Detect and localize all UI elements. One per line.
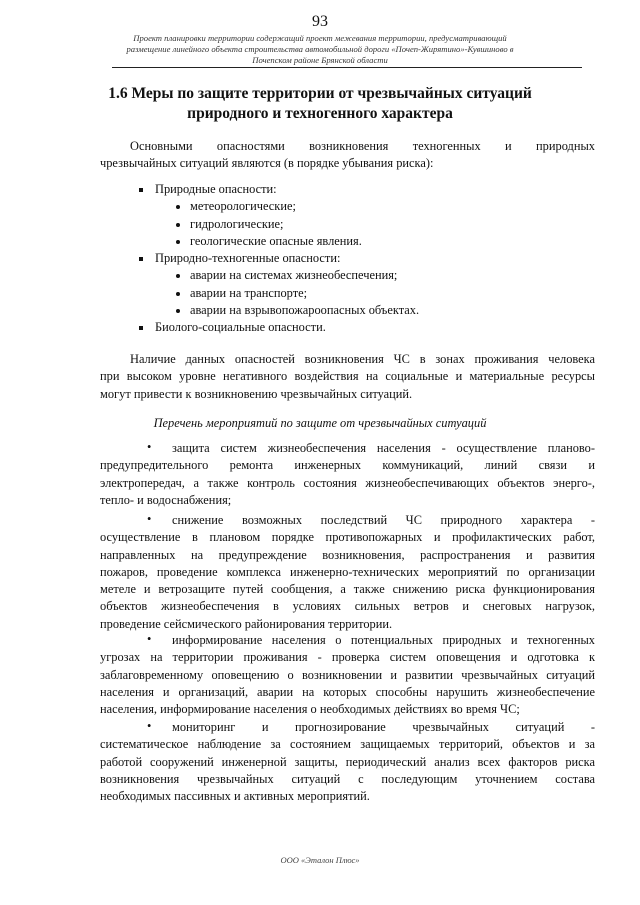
paragraph-line: снижение возможных последствий ЧС природного характера -	[172, 513, 595, 527]
paragraph-line: предупредительного ремонта инженерных коммуникаций, линий связи и	[100, 458, 595, 473]
page-number: 93	[312, 13, 328, 30]
section-title	[60, 84, 580, 124]
paragraph-line: систематическое наблюдение за состоянием защищаемых территорий, объектов и за	[100, 737, 595, 752]
title-line: природного и техногенного характера	[187, 105, 453, 122]
round-bullet-icon	[176, 292, 180, 296]
round-bullet-icon: •	[147, 632, 152, 646]
measure-paragraph	[100, 512, 595, 633]
paragraph-line: Наличие данных опасностей возникновения ЧС в зонах проживания человека	[130, 352, 595, 366]
paragraph-line: при высоком уровне негативного воздействия на социальные и материальные ресурсы	[100, 369, 595, 384]
square-bullet-icon	[139, 188, 143, 192]
paragraph-line: чрезвычайных ситуаций являются (в порядке убывания риска):	[100, 156, 434, 171]
paragraph-line: тепло- и водоснабжения;	[100, 492, 232, 507]
header-line: Проект планировки территории содержащий проект межевания территории, предусматривающий	[133, 33, 507, 43]
header-line: Почепском районе Брянской области	[252, 55, 388, 65]
paragraph-line: необходимых пассивных и активных мероприятий.	[100, 789, 370, 804]
paragraph-line: пожаров, проведение комплекса инженерно-технических мероприятий по организации	[100, 564, 595, 579]
paragraph-line: населения и организаций, аварии на которых способны нарушить жизнеобеспечение	[100, 684, 595, 699]
round-bullet-icon: •	[147, 719, 152, 733]
square-bullet-icon	[139, 326, 143, 330]
paragraph-line: проведение сейсмического районирования территории.	[100, 616, 393, 631]
paragraph-line: возникновения чрезвычайных ситуаций с последующим уточнением состава	[100, 771, 595, 786]
paragraph-line: информирование населения о потенциальных природных и техногенных	[172, 633, 595, 647]
paragraph-line: осуществление в плановом порядке противопожарных и профилактических работ,	[100, 530, 595, 545]
paragraph-line: могут привести к возникновению чрезвычайных ситуаций.	[100, 386, 413, 401]
list-item-label: аварии на системах жизнеобеспечения;	[190, 268, 398, 283]
list-item	[0, 267, 640, 284]
list-item	[0, 216, 640, 233]
title-line: 1.6 Меры по защите территории от чрезвычайных ситуаций	[108, 85, 532, 102]
list-item	[0, 233, 640, 250]
paragraph-line: населения, информирование населения о необходимых действиях во время ЧС;	[100, 702, 520, 717]
paragraph-line: электропередач, а также контроль состояния жизнеобеспечивающих объектов энерго-,	[100, 475, 595, 490]
list-item-label: аварии на транспорте;	[190, 285, 308, 300]
hazard-list	[0, 181, 640, 337]
list-item-label: Биолого-социальные опасности.	[155, 320, 326, 335]
round-bullet-icon	[176, 205, 180, 209]
list-item-label: Природные опасности:	[155, 182, 277, 196]
paragraph-line: заблаговременному оповещению о возникновении и развитии чрезвычайных ситуаций	[100, 667, 595, 682]
round-bullet-icon	[176, 309, 180, 313]
list-item-label: метеорологические;	[190, 199, 296, 214]
list-item-label: аварии на взрывопожароопасных объектах.	[190, 303, 420, 318]
round-bullet-icon	[176, 223, 180, 227]
paragraph-line: угрозах на территории проживания - проверка систем оповещения и одготовка к	[100, 650, 595, 665]
list-item	[0, 285, 640, 302]
risk-paragraph	[100, 351, 595, 403]
round-bullet-icon: •	[147, 440, 152, 454]
list-item-label: геологические опасные явления.	[190, 233, 362, 248]
list-item	[0, 250, 640, 267]
paragraph-line: направленных на предупреждение возникновения, распространения и развития	[100, 547, 595, 562]
round-bullet-icon	[176, 240, 180, 244]
list-item	[0, 302, 640, 319]
header-line: размещение линейного объекта строительства автомобильной дороги «Почеп-Жирятино»-Кувшиново в	[126, 44, 514, 54]
square-bullet-icon	[139, 257, 143, 261]
paragraph-line: метеле и ветрозащите путей сообщения, а также снижению риска функционирования	[100, 582, 595, 597]
paragraph-line: Основными опасностями возникновения техногенных и природных	[130, 139, 595, 153]
paragraph-line: работой сооружений инженерной защиты, периодический анализ всех факторов риска	[100, 754, 595, 769]
intro-paragraph	[100, 138, 595, 173]
list-item	[0, 198, 640, 215]
running-header	[100, 33, 540, 66]
round-bullet-icon: •	[147, 512, 152, 526]
paragraph-line: объектов жизнеобеспечения в условиях сильных ветров и снеговых нагрузок,	[100, 599, 595, 614]
list-item	[0, 319, 640, 336]
measure-paragraph	[100, 719, 595, 805]
measure-paragraph	[100, 632, 595, 718]
page-footer: ООО «Эталон Плюс»	[280, 855, 360, 865]
measures-heading: Перечень мероприятий по защите от чрезвычайных ситуаций	[153, 416, 487, 430]
list-item-label: Природно-техногенные опасности:	[155, 251, 341, 266]
round-bullet-icon	[176, 274, 180, 278]
list-item-label: гидрологические;	[190, 216, 284, 231]
paragraph-line: мониторинг и прогнозирование чрезвычайных ситуаций -	[172, 720, 595, 734]
measure-paragraph	[100, 440, 595, 509]
list-item	[0, 181, 640, 198]
paragraph-line: защита систем жизнеобеспечения населения - осуществление планово-	[172, 441, 595, 455]
header-divider	[112, 67, 582, 68]
